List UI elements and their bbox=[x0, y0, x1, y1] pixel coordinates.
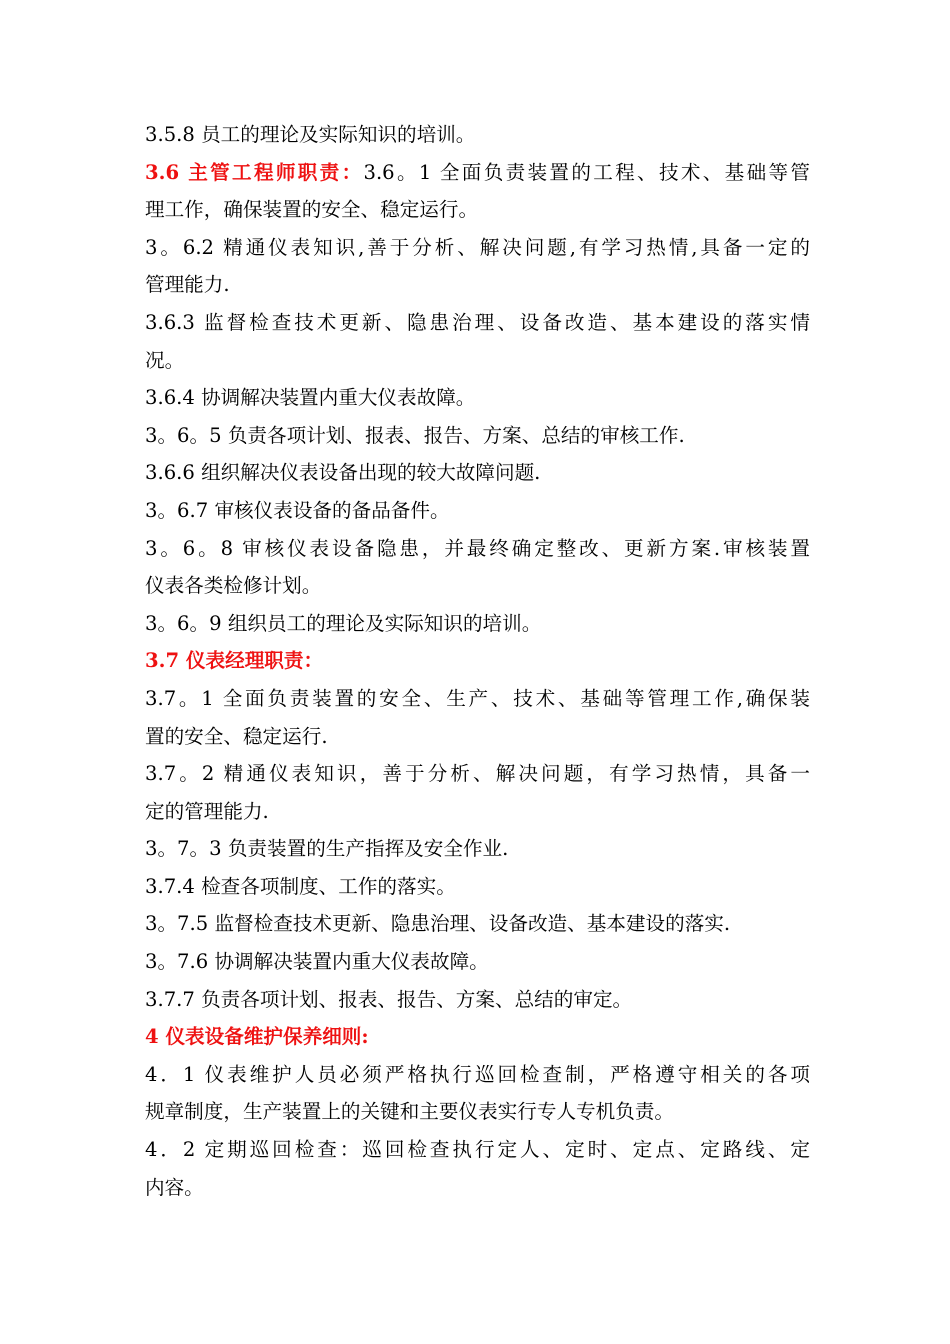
line-text: 况。 bbox=[145, 348, 185, 372]
text-line bbox=[145, 304, 810, 342]
line-text: 仪表各类检修计划。 bbox=[145, 574, 322, 598]
section-heading: 3.7 仪表经理职责： bbox=[145, 649, 324, 673]
line-text: 3。6.2 精通仪表知识,善于分析、解决问题,有学习热情,具备一定的 bbox=[145, 235, 810, 259]
text-line bbox=[145, 342, 810, 380]
line-text: 3。7。3 负责装置的生产指挥及安全作业. bbox=[145, 837, 509, 861]
text-line bbox=[145, 1093, 810, 1131]
text-line bbox=[145, 417, 810, 455]
line-text: 3。6。8 审核仪表设备隐患，并最终确定整改、更新方案.审核装置 bbox=[145, 536, 810, 560]
line-text: 置的安全、稳定运行. bbox=[145, 724, 328, 748]
text-line bbox=[145, 229, 810, 267]
text-line bbox=[145, 1131, 810, 1169]
text-line bbox=[145, 1056, 810, 1094]
line-text: 3.6.3 监督检查技术更新、隐患治理、设备改造、基本建设的落实情 bbox=[145, 310, 810, 334]
line-text: 3.7。1 全面负责装置的安全、生产、技术、基础等管理工作,确保装 bbox=[145, 686, 810, 710]
text-line bbox=[145, 981, 810, 1019]
line-text: 规章制度，生产装置上的关键和主要仪表实行专人专机负责。 bbox=[145, 1100, 675, 1124]
line-text: 3。6.7 审核仪表设备的备品备件。 bbox=[145, 498, 450, 522]
text-line bbox=[145, 154, 810, 192]
text-line bbox=[145, 605, 810, 643]
line-text: 定的管理能力. bbox=[145, 799, 269, 823]
line-text: 理工作，确保装置的安全、稳定运行。 bbox=[145, 198, 479, 222]
line-text: 4．2 定期巡回检查：巡回检查执行定人、定时、定点、定路线、定 bbox=[145, 1138, 810, 1162]
text-line bbox=[145, 116, 810, 154]
text-line bbox=[145, 567, 810, 605]
line-text: 4．1 仪表维护人员必须严格执行巡回检查制，严格遵守相关的各项 bbox=[145, 1062, 810, 1086]
section-heading-line bbox=[145, 1018, 810, 1056]
text-line bbox=[145, 191, 810, 229]
line-text: 3.6.6 组织解决仪表设备出现的较大故障问题. bbox=[145, 461, 541, 485]
line-text: 3。6。9 组织员工的理论及实际知识的培训。 bbox=[145, 611, 542, 635]
line-text: 3.7.4 检查各项制度、工作的落实。 bbox=[145, 874, 456, 898]
text-line bbox=[145, 492, 810, 530]
text-line bbox=[145, 905, 810, 943]
text-line bbox=[145, 718, 810, 756]
text-line bbox=[145, 1169, 810, 1207]
line-text: 内容。 bbox=[145, 1175, 204, 1199]
line-text: 3。7.5 监督检查技术更新、隐患治理、设备改造、基本建设的落实. bbox=[145, 912, 731, 936]
line-text: 3。7.6 协调解决装置内重大仪表故障。 bbox=[145, 950, 489, 974]
document-page bbox=[145, 116, 810, 1206]
section-heading: 3.6 主管工程师职责： bbox=[145, 160, 364, 184]
text-line bbox=[145, 793, 810, 831]
line-text: 3.6。1 全面负责装置的工程、技术、基础等管 bbox=[363, 160, 810, 184]
text-line bbox=[145, 379, 810, 417]
text-line bbox=[145, 943, 810, 981]
text-line bbox=[145, 454, 810, 492]
line-text: 3.6.4 协调解决装置内重大仪表故障。 bbox=[145, 386, 476, 410]
section-heading: 4 仪表设备维护保养细则: bbox=[145, 1025, 369, 1049]
text-line bbox=[145, 530, 810, 568]
line-text: 3.7。2 精通仪表知识，善于分析、解决问题，有学习热情，具备一 bbox=[145, 762, 810, 786]
text-line bbox=[145, 830, 810, 868]
text-line bbox=[145, 680, 810, 718]
section-heading-line bbox=[145, 642, 810, 680]
line-text: 3.7.7 负责各项计划、报表、报告、方案、总结的审定。 bbox=[145, 987, 633, 1011]
line-text: 3.5.8 员工的理论及实际知识的培训。 bbox=[145, 123, 476, 146]
line-text: 3。6。5 负责各项计划、报表、报告、方案、总结的审核工作. bbox=[145, 423, 685, 447]
document-body bbox=[145, 116, 810, 1206]
text-line bbox=[145, 868, 810, 906]
text-line bbox=[145, 266, 810, 304]
line-text: 管理能力. bbox=[145, 273, 230, 297]
text-line bbox=[145, 755, 810, 793]
